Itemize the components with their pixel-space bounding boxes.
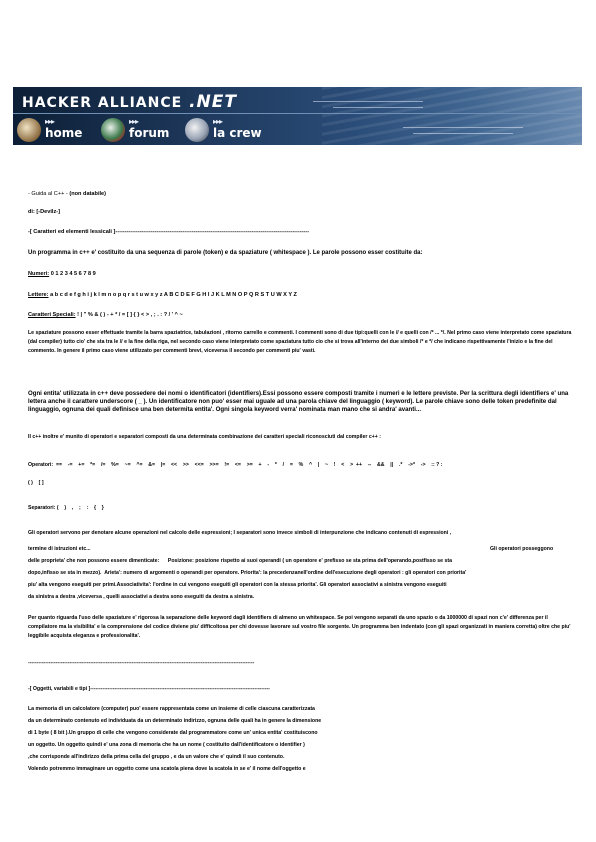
operatori-para-line-2: termine di istruzioni etc... Gli operatori posseggono [28,546,554,552]
memoria-line-5: ,che corrisponde all'indirizzo della prima cella del gruppo , e da un valore che e' quindi il suo contenuto. [28,754,285,760]
section-divider: ----------------------------------------------------------------------------------------------------------------------------------- [28,660,255,666]
banner-title-bar [13,87,582,114]
operatori-para-line-4: dopo,infisso se sta in mezzo). Arieta': numero di argomenti o operandi per operatore. Priorita': la precedenzanell'ordine dell'esecuzione degli operatori : gli operatori con priorita' [28,570,467,576]
arrows-icon: ▸▸▸ [213,117,223,126]
numeri-value: 0 1 2 3 4 5 6 7 8 9 [49,271,96,277]
nav-forum[interactable] [101,115,181,145]
operatori-row [28,462,443,468]
forum-icon [101,118,125,142]
whitespace-paragraph: Per quanto riguarda l'uso delle spaziature e' rigorosa la separazione delle keyword dagli identifiers di almeno un whitespace. Se poi vengono separati da uno spazio o da 1000000 di spazi non c'e' differenza per il compilatore ma la visibilita' e la comprensione del codice diviene piu' difficoltosa per chi dovesse lavorare sul vostro file sorgente. Un programma ben indentato (con gli spazi organizzati in maniera corretta) oltre che piu' leggibile acquista eleganza e professionalita'. [28,615,571,639]
spaziature-paragraph: Le spaziature possono esser effettuate tramite la barra spaziatrice, tabulazioni , ritorno carrello e commenti. I commenti sono di due tipi:quelli con le // e quelli con /* ... */. Nel primo caso viene interpretato come spaziatura (dal compiler) tutto cio' che sta tra le // e la fine della riga, nel secondo caso viene interpretato come spaziatura tutto cio che si trova all'interno dei due simboli /* e */ che indicano rispettivamente l'inizio e la fine del commento. In genere il primo caso viene utilizzato per commenti brevi, viceversa il secondo per commenti piu' vasti. [28,330,572,354]
memoria-line-4: un oggetto. Un oggetto quindi e' una zona di memoria che ha un nome ( costituito dall'identificatore o identifier ) [28,742,305,748]
speciali-value: ! | " % & ( ) - + * / = [ ] { } < > , ; . : ? / ' ^ ~ [75,312,183,318]
nav-home[interactable] [17,115,97,145]
main-nav [13,115,582,145]
doc-author: di: [-Devilz-] [28,209,61,215]
site-logo[interactable] [22,92,237,112]
operatori-value: == -= += *= /= %= ~= ^= &= |= << >> <<= >>= != <= >= + - * / = % ^ | ~ ! < > ++ -- && || .* ->* -> :: ? : [53,462,443,468]
intro-paragraph: Un programma in c++ e' costituito da una sequenza di parole (token) e da spaziature ( whitespace ). Le parole possono esser costituite da: [28,250,423,256]
separatori-label: Separatori: [28,505,56,511]
home-icon [17,118,41,142]
memoria-line-2: da un determinato contenuto ed individuata da un determinato indirizzo, ognuna delle quali ha in genere la dimensione [28,718,322,724]
nav-home-label: home [45,126,83,140]
memoria-line-1: La memoria di un calcolatore (computer) puo' essere rappresentata come un insieme di celle ciascuna caratterizzata [28,706,315,712]
doc-title: - Guida al C++ - (non databile) [28,191,107,197]
numeri-row [28,271,96,277]
numeri-label: Numeri: [28,271,50,277]
speciali-label: Caratteri Speciali: [28,312,76,318]
separatori-row [28,505,104,511]
arrows-icon: ▸▸▸ [129,117,139,126]
logo-text: HACKER ALLIANCE [22,95,183,111]
section-heading-oggetti: -[ Oggetti, variabili e tipi ]-------------------------------------------------------------------------------------------------------- [28,686,270,692]
operatori-para-line-6: da sinistra a destra ,viceversa , quelli associativi a destra sono eseguiti da destra a sinistra. [28,594,255,600]
lettere-row [28,292,297,298]
logo-net-text: .NET [182,92,237,112]
memoria-line-6: Volendo potremmo immaginare un oggetto come una scatola piena dove la scatola in se e' il nome dell'oggetto e [28,766,306,772]
memoria-line-3: di 1 byte ( 8 bit ).Un gruppo di celle che vengono considerate dal programmatore come un' unica entita' costituiscono [28,730,318,736]
nav-forum-label: forum [129,126,170,140]
nav-la-crew-label: la crew [213,126,262,140]
operatori-para-line-3: delle proprieta' che non possono essere dimenticate: Posizione: posizione rispetto ai suoi operandi ( un operatore e' prefisso se sta prima dell'operando,postfisso se sta [28,558,452,564]
operatori-para-line-1: Gli operatori servono per denotare alcune operazioni nel calcolo delle espressioni; I separatori sono invece simboli di interpunzione che indicano contenuti di espressioni , [28,530,452,536]
crew-icon [185,118,209,142]
separatori-value: ( ) , ; : { } [55,505,104,511]
section-heading-lessicali: -[ Caratteri ed elementi lessicali ]-------------------------------------------------------------------------------------------------------- [28,229,310,235]
site-banner [13,87,582,145]
lettere-label: Lettere: [28,292,49,298]
operatori-para-line-5: piu' alta vengono eseguiti per primi.Associativita': l'ordine in cui vengono eseguiti gli operatori con la stessa priorita'. Gli operatori associativi a sinistra vengono eseguiti [28,582,447,588]
nav-la-crew[interactable] [185,115,275,145]
arrows-icon: ▸▸▸ [45,117,55,126]
identificatori-paragraph: Ogni entita' utilizzata in c++ deve possedere dei nomi o identificatori (identifiers).Essi possono essere composti tramite i numeri e le lettere previste. Per la scrittura degli identifiers e' una lettera anche il carattere underscore ( _ ). Un identificatore non puo' esser mai uguale ad una parola chiave del linguaggio ( keyword). Le parole chiave sono delle token predefinite dal linguaggio, ognuna dei quali definisce una ben determita entita'. Ogni singola keyword verra' nominata man mano che si andra' avanti... [28,390,569,414]
speciali-row [28,312,183,318]
operatori-cont: ( ) [ ] [28,480,44,486]
lettere-value: a b c d e f g h i j k l m n o p q r s t u w x y z A B C D E F G H I J K L M N O P Q R S T U W X Y Z [48,292,297,298]
operatori-intro: Il c++ inoltre e' munito di operatori e separatori composti da una determinata combinazione dei caratteri speciali riconosciuti dal compiler c++ : [28,434,381,440]
operatori-label: Operatori: [28,462,54,468]
